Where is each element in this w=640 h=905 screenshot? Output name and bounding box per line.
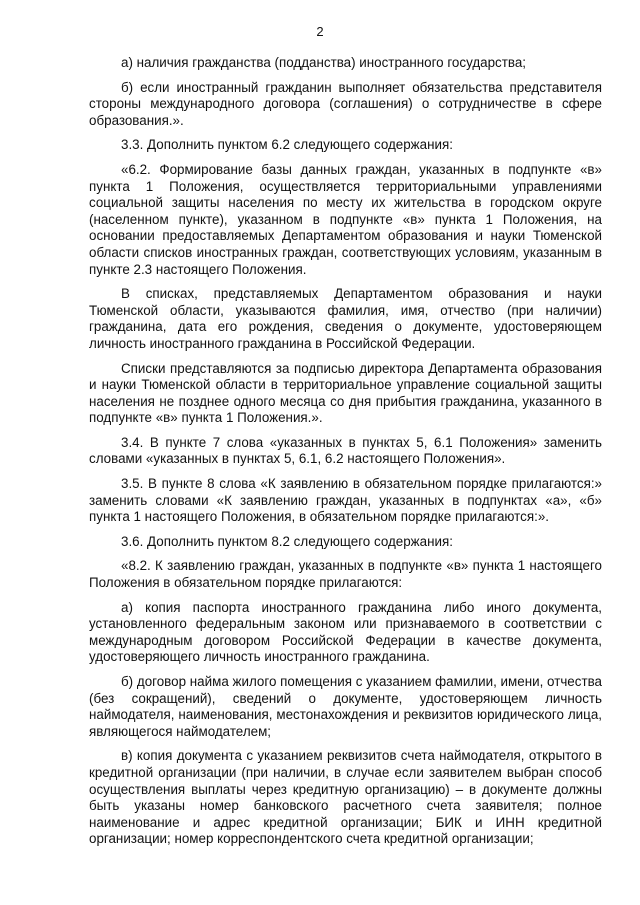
paragraph: 3.6. Дополнить пунктом 8.2 следующего содержания: bbox=[121, 533, 453, 549]
paragraph: б) если иностранный гражданин выполняет обязательства представителя стороны международного договора (соглашения) о сотрудничестве в сфере образования.». bbox=[89, 79, 602, 128]
paragraph: б) договор найма жилого помещения с указанием фамилии, имени, отчества (без сокращений), сведений о документе, удостоверяющем личность наймодателя, наименования, местонахождения и реквизитов юридического лица, являющегося наймодателем; bbox=[89, 674, 602, 739]
page-number: 2 bbox=[316, 24, 324, 39]
paragraph: «8.2. К заявлению граждан, указанных в подпункте «в» пункта 1 настоящего Положения в обязательном порядке прилагаются: bbox=[89, 558, 602, 591]
paragraph: 3.4. В пункте 7 слова «указанных в пунктах 5, 6.1 Положения» заменить словами «указанных в пунктах 5, 6.1, 6.2 настоящего Положения». bbox=[89, 434, 602, 467]
paragraph: В списках, представляемых Департаментом образования и науки Тюменской области, указываются фамилия, имя, отчество (при наличии) гражданина, дата его рождения, сведения о документе, удостоверяющем личность иностранного гражданина в Российской Федерации. bbox=[89, 286, 602, 351]
document-body bbox=[89, 55, 602, 848]
paragraph: 3.5. В пункте 8 слова «К заявлению в обязательном порядке прилагаются:» заменить словами «К заявлению граждан, указанных в подпунктах «а», «б» пункта 1 настоящего Положения, в обязательном порядке прилагаются:». bbox=[89, 476, 602, 525]
paragraph: Списки представляются за подписью директора Департамента образования и науки Тюменской области в территориальное управление социальной защиты населения не позднее одного месяца со дня прибытия гражданина, указанного в подпункте «в» пункта 1 Положения.». bbox=[89, 360, 602, 426]
paragraph: 3.3. Дополнить пунктом 6.2 следующего содержания: bbox=[121, 137, 453, 153]
paragraph: а) наличия гражданства (подданства) иностранного государства; bbox=[121, 55, 526, 70]
paragraph: «6.2. Формирование базы данных граждан, указанных в подпункте «в» пункта 1 Положения, осуществляется территориальными управлениями социальной защиты населения по месту их жительства в городском округе (населенном пункте), указанном в подпункте «в» пункта 1 Положения, на основании предоставляемых Департаментом образования и науки Тюменской области списков иностранных граждан, соответствующих условиям, указанным в пункте 2.3 настоящего Положения. bbox=[89, 161, 602, 277]
paragraph: в) копия документа с указанием реквизитов счета наймодателя, открытого в кредитной организации (при наличии, в случае если заявителем выбран способ осуществления выплаты через кредитную организацию) – в документе должны быть указаны номер банковского расчетного счета заявителя; полное наименование и адрес кредитной организации; БИК и ИНН кредитной организации; номер корреспондентского счета кредитной организации; bbox=[89, 748, 602, 847]
paragraph: а) копия паспорта иностранного гражданина либо иного документа, установленного федеральным законом или признаваемого в соответствии с международным договором Российской Федерации в качестве документа, удостоверяющего личность иностранного гражданина. bbox=[89, 599, 602, 665]
